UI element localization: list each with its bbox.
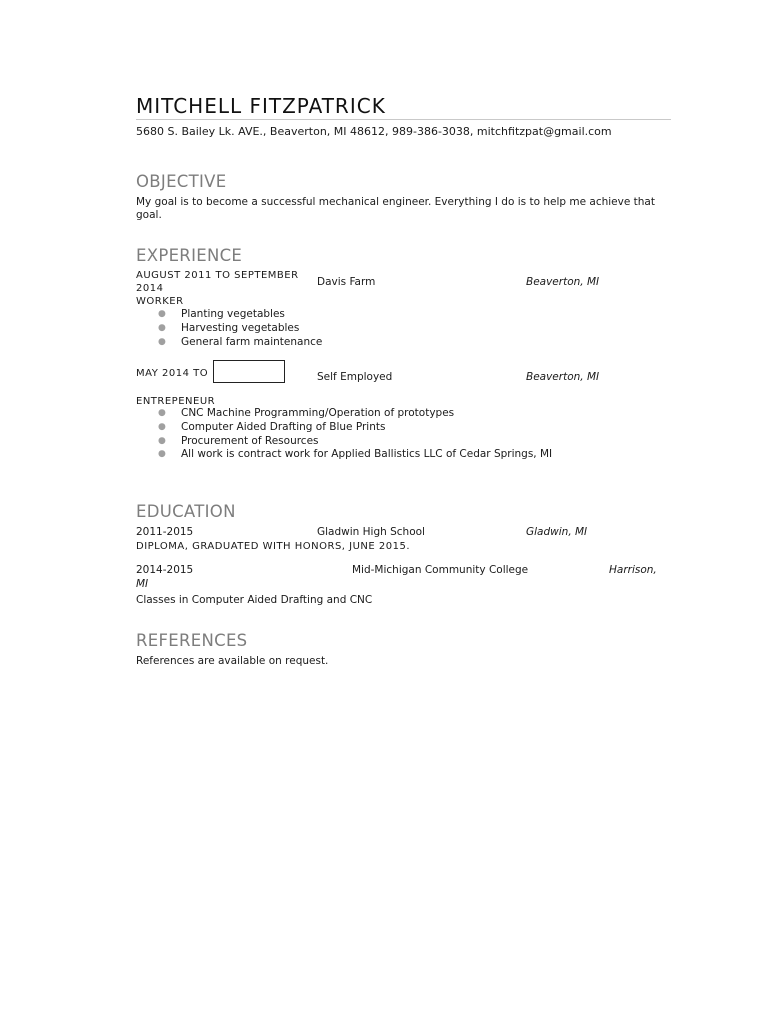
education-dates: 2011-2015 [136,526,194,538]
list-item-text: All work is contract work for Applied Ballistics LLC of Cedar Springs, MI [181,448,553,461]
objective-text: My goal is to become a successful mechanical engineer. Everything I do is to help me achieve that goal. [136,196,655,221]
list-item [158,448,553,462]
education-location: Gladwin, MI [526,526,588,538]
education-location-continued: MI [136,578,149,590]
list-item [158,420,552,435]
bullet-icon: ● [158,408,166,418]
job-title: WORKER [136,296,184,307]
references-text: References are available on request. [136,655,329,667]
education-heading: EDUCATION [136,502,236,521]
job-employer: Davis Farm [317,276,376,288]
list-item [158,308,322,322]
job-title: ENTREPENEUR [136,396,216,407]
list-item-text: Procurement of Resources [181,434,319,447]
list-item-text: CNC Machine Programming/Operation of prototypes [181,407,455,419]
bullet-icon: ● [158,336,166,347]
objective-heading: OBJECTIVE [136,172,227,191]
job-duties-list [158,308,323,349]
end-date-field[interactable] [213,360,285,383]
bullet-icon: ● [158,449,166,460]
education-dates: 2014-2015 [136,564,194,576]
list-item [158,434,552,449]
job-location: Beaverton, MI [526,371,600,383]
education-school: Gladwin High School [317,526,425,538]
list-item-text: Computer Aided Drafting of Blue Prints [181,420,386,433]
bullet-icon: ● [158,435,166,446]
resume-name: MITCHELL FITZPATRICK [136,94,386,118]
bullet-icon: ● [158,322,166,333]
education-location: Harrison, [609,564,657,576]
list-item [158,321,322,336]
experience-heading: EXPERIENCE [136,246,243,265]
contact-line: 5680 S. Bailey Lk. AVE., Beaverton, MI 48612, 989-386-3038, mitchfitzpat@gmail.com [136,125,612,138]
bullet-icon: ● [158,309,166,319]
job-duties-list [158,407,553,462]
education-detail: DIPLOMA, GRADUATED WITH HONORS, JUNE 2015. [136,541,411,552]
header-divider [136,119,671,120]
list-item-text: Planting vegetables [181,308,285,320]
job-location: Beaverton, MI [526,276,600,288]
references-heading: REFERENCES [136,631,248,650]
list-item [158,407,552,421]
education-detail: Classes in Computer Aided Drafting and CNC [136,594,373,606]
list-item-text: General farm maintenance [181,335,323,348]
list-item [158,335,323,350]
bullet-icon: ● [158,421,166,432]
education-school: Mid-Michigan Community College [352,564,529,576]
job-dates: AUGUST 2011 TO SEPTEMBER 2014 [136,270,299,294]
job-dates: MAY 2014 TO [136,368,209,379]
list-item-text: Harvesting vegetables [181,321,300,334]
job-employer: Self Employed [317,371,393,383]
